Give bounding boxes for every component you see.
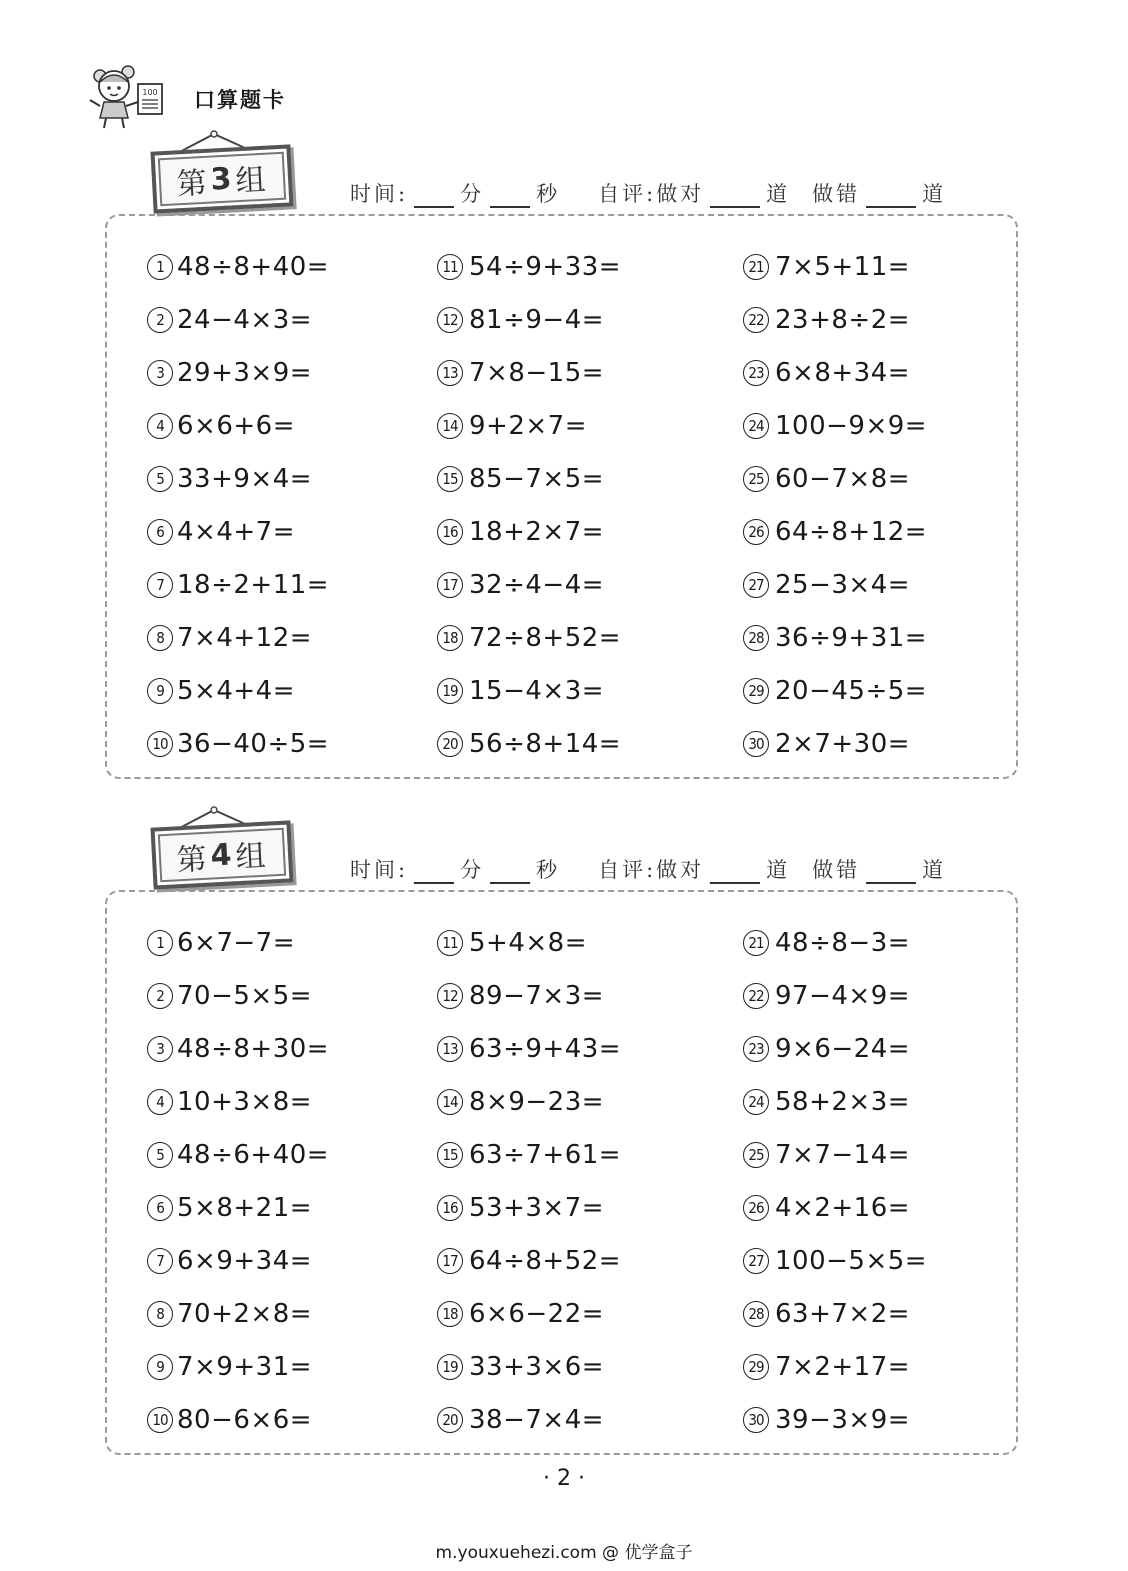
problem-number-badge: 27 (743, 1248, 769, 1274)
problem-expression: 20−45÷5= (775, 675, 928, 706)
problem-expression: 70−5×5= (177, 980, 313, 1011)
group-label-suffix: 组 (234, 162, 269, 200)
time-and-eval-line (350, 850, 946, 884)
problem-item (437, 505, 743, 558)
seconds-blank[interactable] (490, 184, 530, 208)
problem-item (743, 293, 1003, 346)
eval-right-label: 自评:做对 (598, 182, 705, 206)
problem-expression: 33+9×4= (177, 463, 313, 494)
problem-number-badge: 22 (743, 983, 769, 1009)
problem-item (437, 452, 743, 505)
problem-number-badge: 19 (437, 1354, 463, 1380)
problem-expression: 48÷8+30= (177, 1033, 330, 1064)
problem-item (147, 1181, 437, 1234)
time-label: 时间: (350, 182, 409, 206)
problem-expression: 29+3×9= (177, 357, 313, 388)
page-title: 口算题卡 (194, 88, 286, 112)
problem-expression: 48÷6+40= (177, 1139, 330, 1170)
problem-expression: 7×5+11= (775, 251, 911, 282)
minutes-blank[interactable] (414, 860, 454, 884)
problem-item (437, 717, 743, 770)
problem-expression: 5+4×8= (469, 927, 587, 958)
problems-box (105, 890, 1018, 1455)
problem-expression: 56÷8+14= (469, 728, 622, 759)
problem-expression: 7×9+31= (177, 1351, 313, 1382)
problem-number-badge: 29 (743, 678, 769, 704)
problem-number-badge: 13 (437, 1036, 463, 1062)
problem-number-badge: 9 (147, 1354, 173, 1380)
problem-number-badge: 1 (147, 254, 173, 280)
group-label (150, 820, 293, 889)
girl-mascot-icon (88, 62, 168, 130)
problem-number-badge: 10 (147, 731, 173, 757)
problem-number-badge: 9 (147, 678, 173, 704)
problem-item (437, 293, 743, 346)
problem-expression: 7×2+17= (775, 1351, 911, 1382)
problem-number-badge: 15 (437, 466, 463, 492)
problem-number-badge: 16 (437, 519, 463, 545)
problem-expression: 72÷8+52= (469, 622, 622, 653)
problem-expression: 63÷9+43= (469, 1033, 622, 1064)
problem-number-badge: 15 (437, 1142, 463, 1168)
problem-number-badge: 24 (743, 1089, 769, 1115)
problem-item (437, 611, 743, 664)
minutes-blank[interactable] (414, 184, 454, 208)
problem-item (437, 399, 743, 452)
problem-item (147, 240, 437, 293)
problem-number-badge: 3 (147, 1036, 173, 1062)
problem-item (743, 505, 1003, 558)
problem-expression: 23+8÷2= (775, 304, 911, 335)
problem-item (437, 1234, 743, 1287)
problem-item (743, 558, 1003, 611)
problem-expression: 7×7−14= (775, 1139, 911, 1170)
group-label-suffix: 组 (234, 838, 269, 876)
group-label (150, 144, 293, 213)
problem-item (743, 1181, 1003, 1234)
wrong-unit: 道 (922, 858, 947, 882)
problem-number-badge: 22 (743, 307, 769, 333)
problem-item (743, 1393, 1003, 1446)
problem-item (147, 1128, 437, 1181)
problem-number-badge: 2 (147, 307, 173, 333)
problem-expression: 6×7−7= (177, 927, 295, 958)
problem-item (743, 1234, 1003, 1287)
problem-expression: 48÷8+40= (177, 251, 330, 282)
problem-expression: 85−7×5= (469, 463, 605, 494)
right-unit: 道 (766, 858, 791, 882)
problem-number-badge: 26 (743, 519, 769, 545)
eval-right-label: 自评:做对 (598, 858, 705, 882)
problem-item (147, 717, 437, 770)
problem-item (147, 1340, 437, 1393)
problem-item (743, 1075, 1003, 1128)
problem-expression: 36−40÷5= (177, 728, 330, 759)
problem-expression: 36÷9+31= (775, 622, 928, 653)
problem-item (147, 1022, 437, 1075)
wrong-label: 做错 (812, 858, 861, 882)
problem-number-badge: 30 (743, 731, 769, 757)
problem-number-badge: 30 (743, 1407, 769, 1433)
problem-item (147, 1393, 437, 1446)
group-label-number: 4 (209, 836, 235, 874)
problem-expression: 24−4×3= (177, 304, 313, 335)
problem-item (147, 399, 437, 452)
right-count-blank[interactable] (710, 860, 760, 884)
problem-number-badge: 23 (743, 360, 769, 386)
problem-item (437, 240, 743, 293)
problem-number-badge: 4 (147, 413, 173, 439)
problem-expression: 32÷4−4= (469, 569, 605, 600)
problem-number-badge: 27 (743, 572, 769, 598)
problem-expression: 33+3×6= (469, 1351, 605, 1382)
seconds-label: 秒 (536, 182, 561, 206)
wrong-count-blank[interactable] (866, 184, 916, 208)
problem-number-badge: 17 (437, 1248, 463, 1274)
footer-watermark: m.youxuehezi.com @ 优学盒子 (435, 1543, 693, 1563)
problem-item (743, 664, 1003, 717)
problem-item (437, 969, 743, 1022)
problem-item (147, 611, 437, 664)
problem-expression: 48÷8−3= (775, 927, 911, 958)
problem-expression: 60−7×8= (775, 463, 911, 494)
problem-number-badge: 20 (437, 731, 463, 757)
problem-number-badge: 18 (437, 1301, 463, 1327)
problem-item (147, 1234, 437, 1287)
problem-item (437, 346, 743, 399)
problem-number-badge: 8 (147, 1301, 173, 1327)
seconds-blank[interactable] (490, 860, 530, 884)
problem-item (743, 452, 1003, 505)
problems-grid (107, 892, 1020, 1457)
problem-expression: 10+3×8= (177, 1086, 313, 1117)
problem-expression: 5×8+21= (177, 1192, 313, 1223)
problem-number-badge: 21 (743, 930, 769, 956)
problem-number-badge: 3 (147, 360, 173, 386)
problem-number-badge: 29 (743, 1354, 769, 1380)
problem-item (437, 1181, 743, 1234)
right-unit: 道 (766, 182, 791, 206)
problem-expression: 80−6×6= (177, 1404, 313, 1435)
mascot-sign-text: 100 (142, 88, 158, 97)
problem-number-badge: 21 (743, 254, 769, 280)
problem-expression: 97−4×9= (775, 980, 911, 1011)
problem-item (437, 1128, 743, 1181)
problem-item (147, 293, 437, 346)
problem-number-badge: 14 (437, 1089, 463, 1115)
page-header (88, 62, 488, 132)
problem-expression: 7×8−15= (469, 357, 605, 388)
problem-item (743, 1128, 1003, 1181)
problem-item (743, 611, 1003, 664)
problem-number-badge: 16 (437, 1195, 463, 1221)
problem-expression: 9+2×7= (469, 410, 587, 441)
problem-expression: 58+2×3= (775, 1086, 911, 1117)
minutes-label: 分 (460, 182, 485, 206)
problem-expression: 54÷9+33= (469, 251, 622, 282)
problem-number-badge: 6 (147, 519, 173, 545)
problem-item (437, 1340, 743, 1393)
problem-item (147, 505, 437, 558)
problem-expression: 89−7×3= (469, 980, 605, 1011)
problem-number-badge: 1 (147, 930, 173, 956)
problem-expression: 4×2+16= (775, 1192, 911, 1223)
problem-number-badge: 11 (437, 254, 463, 280)
problem-number-badge: 6 (147, 1195, 173, 1221)
problem-expression: 63+7×2= (775, 1298, 911, 1329)
problem-number-badge: 11 (437, 930, 463, 956)
problem-number-badge: 17 (437, 572, 463, 598)
problem-number-badge: 25 (743, 466, 769, 492)
problem-item (437, 1022, 743, 1075)
problem-expression: 81÷9−4= (469, 304, 605, 335)
problem-item (437, 558, 743, 611)
problem-item (743, 399, 1003, 452)
group-label-number: 3 (209, 160, 235, 198)
group-label-prefix: 第 (175, 841, 210, 879)
problem-item (147, 664, 437, 717)
problem-item (147, 916, 437, 969)
problem-expression: 39−3×9= (775, 1404, 911, 1435)
problem-item (147, 558, 437, 611)
problem-number-badge: 28 (743, 1301, 769, 1327)
problem-expression: 53+3×7= (469, 1192, 605, 1223)
problem-expression: 4×4+7= (177, 516, 295, 547)
group-label-frame (152, 804, 302, 904)
problem-expression: 6×6+6= (177, 410, 295, 441)
problem-item (437, 1287, 743, 1340)
problems-box (105, 214, 1018, 779)
problem-number-badge: 24 (743, 413, 769, 439)
problem-item (743, 1022, 1003, 1075)
problem-item (743, 1287, 1003, 1340)
problem-number-badge: 7 (147, 572, 173, 598)
problem-item (743, 240, 1003, 293)
problem-number-badge: 4 (147, 1089, 173, 1115)
problem-expression: 63÷7+61= (469, 1139, 622, 1170)
problem-item (437, 664, 743, 717)
wrong-label: 做错 (812, 182, 861, 206)
problem-number-badge: 14 (437, 413, 463, 439)
problem-expression: 18÷2+11= (177, 569, 330, 600)
problem-item (147, 1075, 437, 1128)
problem-number-badge: 26 (743, 1195, 769, 1221)
problem-expression: 5×4+4= (177, 675, 295, 706)
problem-number-badge: 18 (437, 625, 463, 651)
problem-expression: 2×7+30= (775, 728, 911, 759)
problem-expression: 64÷8+12= (775, 516, 928, 547)
problem-number-badge: 19 (437, 678, 463, 704)
right-count-blank[interactable] (710, 184, 760, 208)
problem-expression: 6×9+34= (177, 1245, 313, 1276)
problem-item (743, 916, 1003, 969)
problem-item (743, 346, 1003, 399)
problem-expression: 7×4+12= (177, 622, 313, 653)
problem-expression: 6×6−22= (469, 1298, 605, 1329)
problem-expression: 8×9−23= (469, 1086, 605, 1117)
problem-number-badge: 5 (147, 1142, 173, 1168)
problem-item (743, 969, 1003, 1022)
problem-expression: 100−9×9= (775, 410, 928, 441)
problem-number-badge: 28 (743, 625, 769, 651)
problem-number-badge: 8 (147, 625, 173, 651)
problem-number-badge: 10 (147, 1407, 173, 1433)
time-label: 时间: (350, 858, 409, 882)
problem-number-badge: 25 (743, 1142, 769, 1168)
group-label-prefix: 第 (175, 165, 210, 203)
problem-item (147, 969, 437, 1022)
problem-number-badge: 2 (147, 983, 173, 1009)
problem-item (743, 1340, 1003, 1393)
problems-grid (107, 216, 1020, 781)
problem-expression: 64÷8+52= (469, 1245, 622, 1276)
minutes-label: 分 (460, 858, 485, 882)
problem-expression: 25−3×4= (775, 569, 911, 600)
problem-number-badge: 13 (437, 360, 463, 386)
wrong-count-blank[interactable] (866, 860, 916, 884)
problem-item (147, 346, 437, 399)
problem-number-badge: 7 (147, 1248, 173, 1274)
problem-item (437, 916, 743, 969)
problem-number-badge: 5 (147, 466, 173, 492)
problem-expression: 70+2×8= (177, 1298, 313, 1329)
page-number: · 2 · (543, 1466, 585, 1491)
problem-number-badge: 23 (743, 1036, 769, 1062)
problem-item (437, 1075, 743, 1128)
problem-expression: 18+2×7= (469, 516, 605, 547)
problem-item (437, 1393, 743, 1446)
problem-number-badge: 12 (437, 983, 463, 1009)
problem-item (743, 717, 1003, 770)
problem-expression: 9×6−24= (775, 1033, 911, 1064)
wrong-unit: 道 (922, 182, 947, 206)
seconds-label: 秒 (536, 858, 561, 882)
problem-number-badge: 20 (437, 1407, 463, 1433)
problem-expression: 38−7×4= (469, 1404, 605, 1435)
problem-number-badge: 12 (437, 307, 463, 333)
problem-item (147, 1287, 437, 1340)
problem-expression: 100−5×5= (775, 1245, 928, 1276)
problem-expression: 6×8+34= (775, 357, 911, 388)
problem-item (147, 452, 437, 505)
problem-expression: 15−4×3= (469, 675, 605, 706)
group-label-frame (152, 128, 302, 228)
time-and-eval-line (350, 174, 946, 208)
